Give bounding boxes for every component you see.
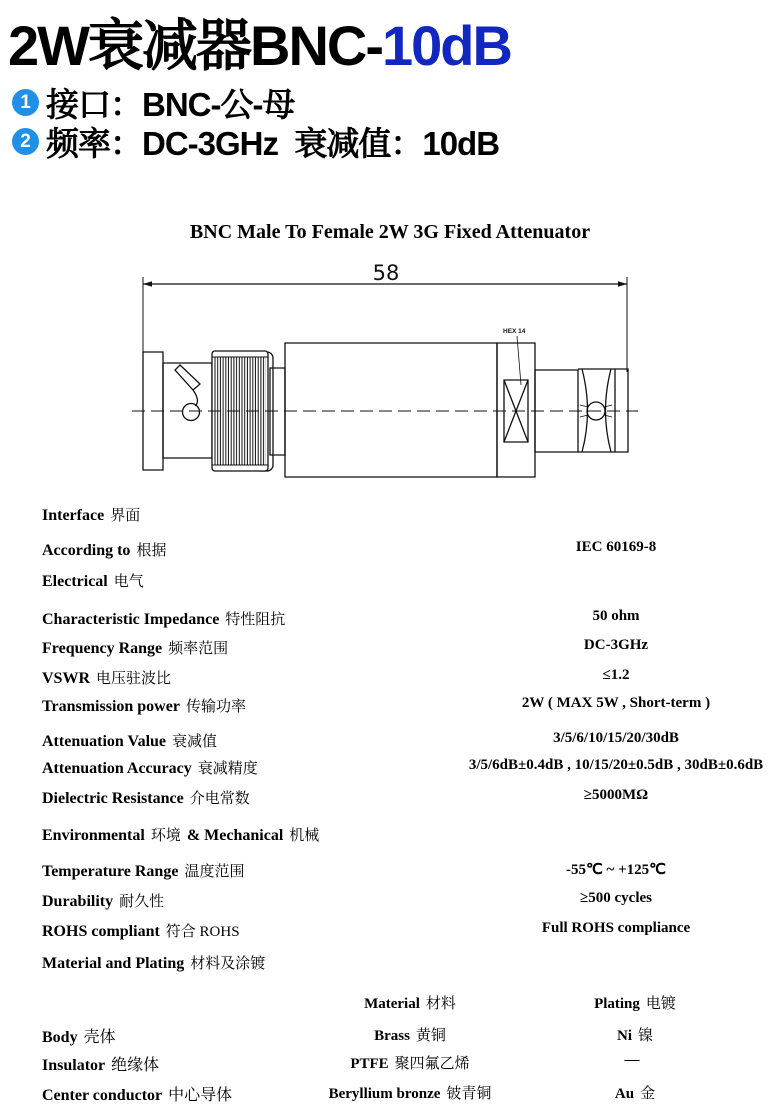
spec-row-temperature-range — [0, 860, 780, 882]
plating-cell: Ni — [616, 1028, 632, 1044]
spec-row-vswr — [0, 667, 780, 689]
spec-row-rohs — [0, 920, 780, 942]
material-row-label: Insulator — [42, 1057, 106, 1074]
material-table-header — [0, 992, 780, 1014]
spec-label-zh: 材料及涂镀 — [190, 956, 266, 972]
plating-cell: Au — [614, 1086, 635, 1102]
spec-label-en: Transmission power — [42, 698, 180, 715]
spec-row-according-to — [0, 539, 780, 561]
part-label: HEX 14 — [503, 328, 526, 335]
spec-label-zh: 电压驻波比 — [96, 671, 172, 687]
material-row-label-zh: 壳体 — [83, 1029, 116, 1046]
spec-label-zh: 根据 — [136, 543, 167, 559]
material-row-center-conductor — [0, 1082, 780, 1104]
technical-drawing — [130, 255, 660, 495]
spec-label-en2: & Mechanical — [186, 827, 284, 844]
spec-label-zh: 耐久性 — [119, 894, 165, 910]
spec-label-zh: 符合 ROHS — [165, 924, 240, 940]
material-cell-zh: 聚四氟乙烯 — [394, 1056, 470, 1072]
bullet-1-icon: 1 — [12, 89, 39, 116]
dimension-label: 58 — [372, 261, 400, 285]
spec-value: -55℃ ~ +125℃ — [565, 862, 667, 878]
spec-label-zh: 电气 — [113, 574, 144, 590]
page-title — [8, 2, 511, 82]
spec-label-en: Dielectric Resistance — [42, 790, 184, 807]
plating-cell-zh: 金 — [640, 1086, 656, 1102]
spec-value: IEC 60169-8 — [575, 539, 657, 555]
spec-value: DC-3GHz — [583, 637, 649, 653]
material-row-label: Body — [42, 1029, 78, 1046]
spec-label-en: Interface — [42, 507, 105, 524]
spec-label-en: ROHS compliant — [42, 923, 160, 940]
spec-label-en: Attenuation Value — [42, 733, 167, 750]
attenuator-body — [285, 343, 497, 477]
spec-row-impedance — [0, 608, 780, 630]
plating-cell: — — [624, 1052, 640, 1068]
spec-row-interface — [0, 504, 780, 526]
spec-label-en: Frequency Range — [42, 640, 163, 657]
hex-section — [497, 336, 535, 477]
spec-value: Full ROHS compliance — [541, 920, 691, 936]
spec-row-attenuation-accuracy — [0, 757, 780, 779]
spec-value: ≥5000MΩ — [583, 787, 649, 803]
spec-label-en: VSWR — [42, 670, 91, 687]
material-cell-zh: 铍青铜 — [446, 1086, 492, 1102]
spec-label-zh: 传输功率 — [185, 699, 246, 715]
material-col-header: Material — [364, 996, 420, 1012]
feature-frequency-text: 频率：DC-3GHz 衰减值：10dB — [46, 125, 500, 162]
spec-label-zh: 环境 — [150, 828, 181, 844]
spec-label-zh: 温度范围 — [184, 864, 245, 880]
spec-label-zh: 衰减精度 — [197, 761, 258, 777]
spec-label-en: Characteristic Impedance — [42, 611, 220, 628]
spec-value: ≥500 cycles — [580, 890, 652, 906]
spec-value: 50 ohm — [592, 608, 640, 624]
feature-line-frequency — [12, 118, 499, 165]
bullet-2-icon: 2 — [12, 128, 39, 155]
spec-row-frequency-range — [0, 637, 780, 659]
material-col-header-zh: 材料 — [425, 996, 456, 1012]
spec-row-dielectric-resistance — [0, 787, 780, 809]
spec-label-en: Electrical — [42, 573, 108, 590]
spec-label-en: According to — [42, 542, 131, 559]
knurled-nut — [212, 351, 273, 471]
material-row-label: Center conductor — [42, 1087, 163, 1104]
spec-value: 3/5/6dB±0.4dB , 10/15/20±0.5dB , 30dB±0.6dB — [468, 757, 764, 773]
spec-label-zh: 频率范围 — [168, 641, 229, 657]
spec-value: 3/5/6/10/15/20/30dB — [553, 730, 679, 746]
spec-label-en: Environmental — [42, 827, 145, 844]
spec-label-zh: 介电常数 — [189, 791, 250, 807]
plating-cell-zh: 镍 — [637, 1028, 653, 1044]
spec-label-zh: 衰减值 — [172, 734, 218, 750]
spec-row-transmission-power — [0, 695, 780, 717]
material-cell: Brass — [374, 1028, 410, 1044]
plating-col-header-zh: 电镀 — [645, 996, 676, 1012]
spec-label-en: Temperature Range — [42, 863, 179, 880]
material-row-label-zh: 中心导体 — [168, 1087, 233, 1104]
title-model-text: 2W衰减器BNC- — [8, 14, 382, 77]
material-cell: Beryllium bronze — [328, 1086, 441, 1102]
spec-label-en: Attenuation Accuracy — [42, 760, 192, 777]
spec-row-material-plating-heading — [0, 952, 780, 974]
spec-label-zh2: 机械 — [289, 828, 320, 844]
title-attenuation-value: 10dB — [381, 14, 511, 77]
spec-label-en: Material and Plating — [42, 955, 185, 972]
material-cell-zh: 黄铜 — [415, 1028, 446, 1044]
spec-label-zh: 特性阻抗 — [225, 612, 286, 628]
spec-value: 2W ( MAX 5W , Short-term ) — [521, 695, 711, 711]
feature-interface-text: 接口：BNC-公-母 — [46, 86, 295, 123]
material-cell: PTFE — [350, 1056, 389, 1072]
material-row-body — [0, 1024, 780, 1046]
spec-value: ≤1.2 — [602, 667, 630, 683]
material-row-insulator — [0, 1052, 780, 1074]
spec-label-zh: 界面 — [110, 508, 141, 524]
spec-row-electrical — [0, 570, 780, 592]
spec-row-attenuation-value — [0, 730, 780, 752]
spec-row-durability — [0, 890, 780, 912]
plating-col-header: Plating — [594, 996, 640, 1012]
material-row-label-zh: 绝缘体 — [111, 1057, 160, 1074]
spec-label-en: Durability — [42, 893, 114, 910]
spec-row-environmental-mechanical — [0, 824, 780, 846]
drawing-title: BNC Male To Female 2W 3G Fixed Attenuator — [189, 221, 591, 243]
